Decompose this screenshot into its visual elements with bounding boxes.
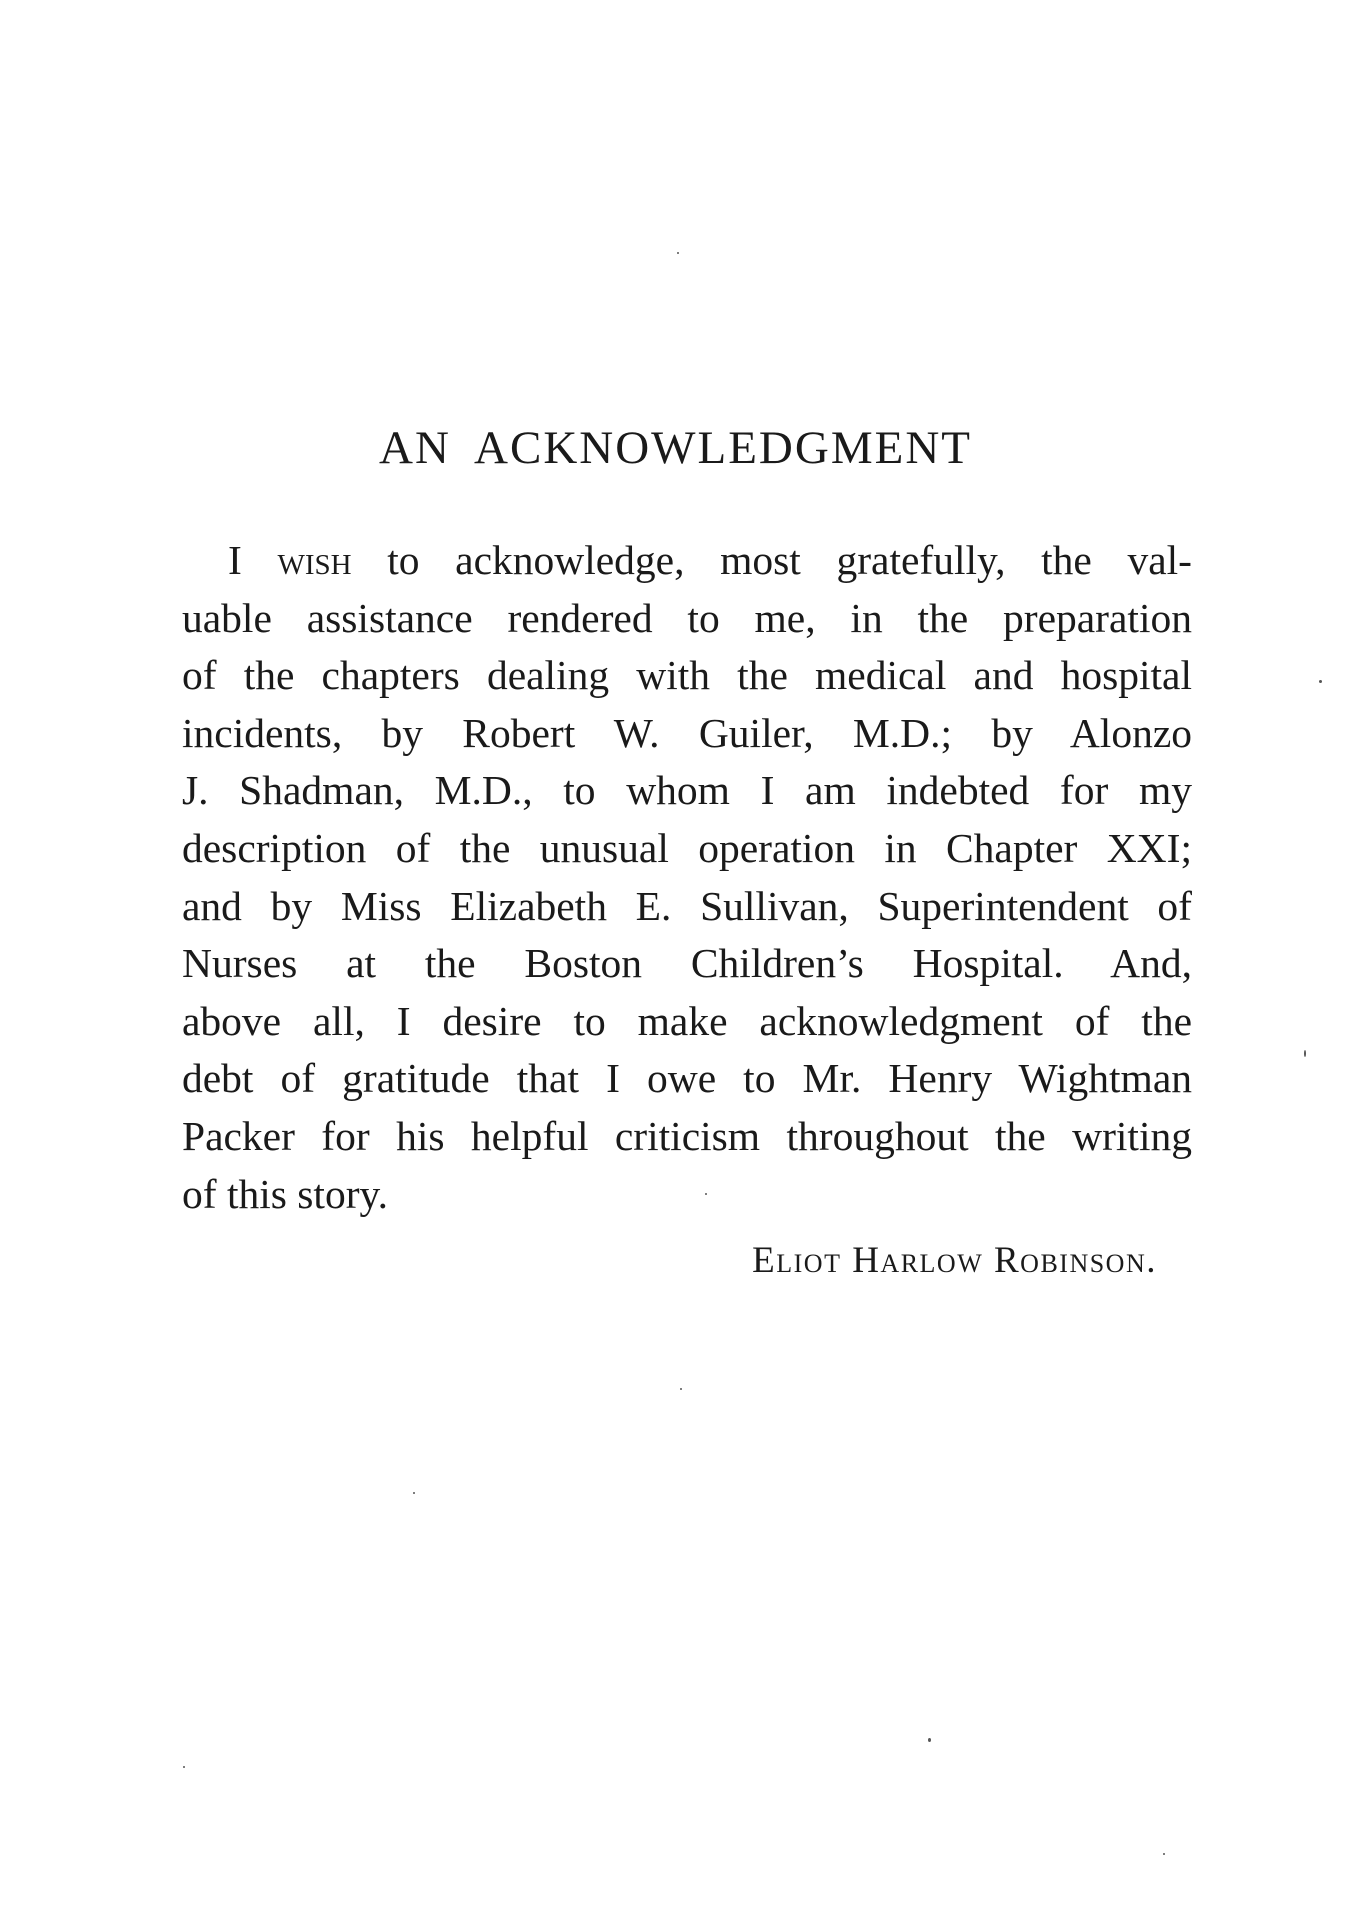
paragraph-line: J. Shadman, M.D., to whom I am indebted for my bbox=[182, 767, 1192, 814]
scan-speck bbox=[1319, 680, 1322, 683]
scan-speck bbox=[183, 1766, 185, 1768]
paragraph-line: debt of gratitude that I owe to Mr. Henry Wightman bbox=[182, 1055, 1192, 1102]
paragraph-line: incidents, by Robert W. Guiler, M.D.; by Alonzo bbox=[182, 709, 1192, 756]
opening-word: I wish bbox=[228, 537, 352, 583]
scan-speck bbox=[1304, 1050, 1306, 1057]
paragraph-line: and by Miss Elizabeth E. Sullivan, Superintendent of bbox=[182, 882, 1192, 929]
paragraph-line: description of the unusual operation in Chapter XXI; bbox=[182, 824, 1192, 871]
paragraph-line: I wish to acknowledge, most gratefully, the val- bbox=[228, 537, 1193, 583]
page-title: AN ACKNOWLEDGMENT bbox=[379, 422, 972, 474]
author-signature: Eliot Harlow Robinson. bbox=[752, 1240, 1157, 1281]
acknowledgment-paragraph bbox=[182, 532, 1192, 1223]
scan-speck bbox=[680, 1388, 682, 1390]
scan-speck bbox=[677, 252, 679, 254]
paragraph-line: uable assistance rendered to me, in the preparation bbox=[182, 594, 1192, 641]
paragraph-line: of this story. bbox=[182, 1170, 388, 1217]
paragraph-line: above all, I desire to make acknowledgment of the bbox=[182, 997, 1192, 1044]
paragraph-line: of the chapters dealing with the medical and hospital bbox=[182, 652, 1192, 699]
paragraph-line: Nurses at the Boston Children’s Hospital. And, bbox=[182, 940, 1192, 987]
scan-speck bbox=[413, 1492, 415, 1494]
paragraph-line: Packer for his helpful criticism throughout the writing bbox=[182, 1112, 1192, 1159]
scan-speck bbox=[1163, 1853, 1165, 1855]
scan-speck bbox=[928, 1738, 931, 1742]
scan-speck bbox=[705, 1193, 707, 1195]
